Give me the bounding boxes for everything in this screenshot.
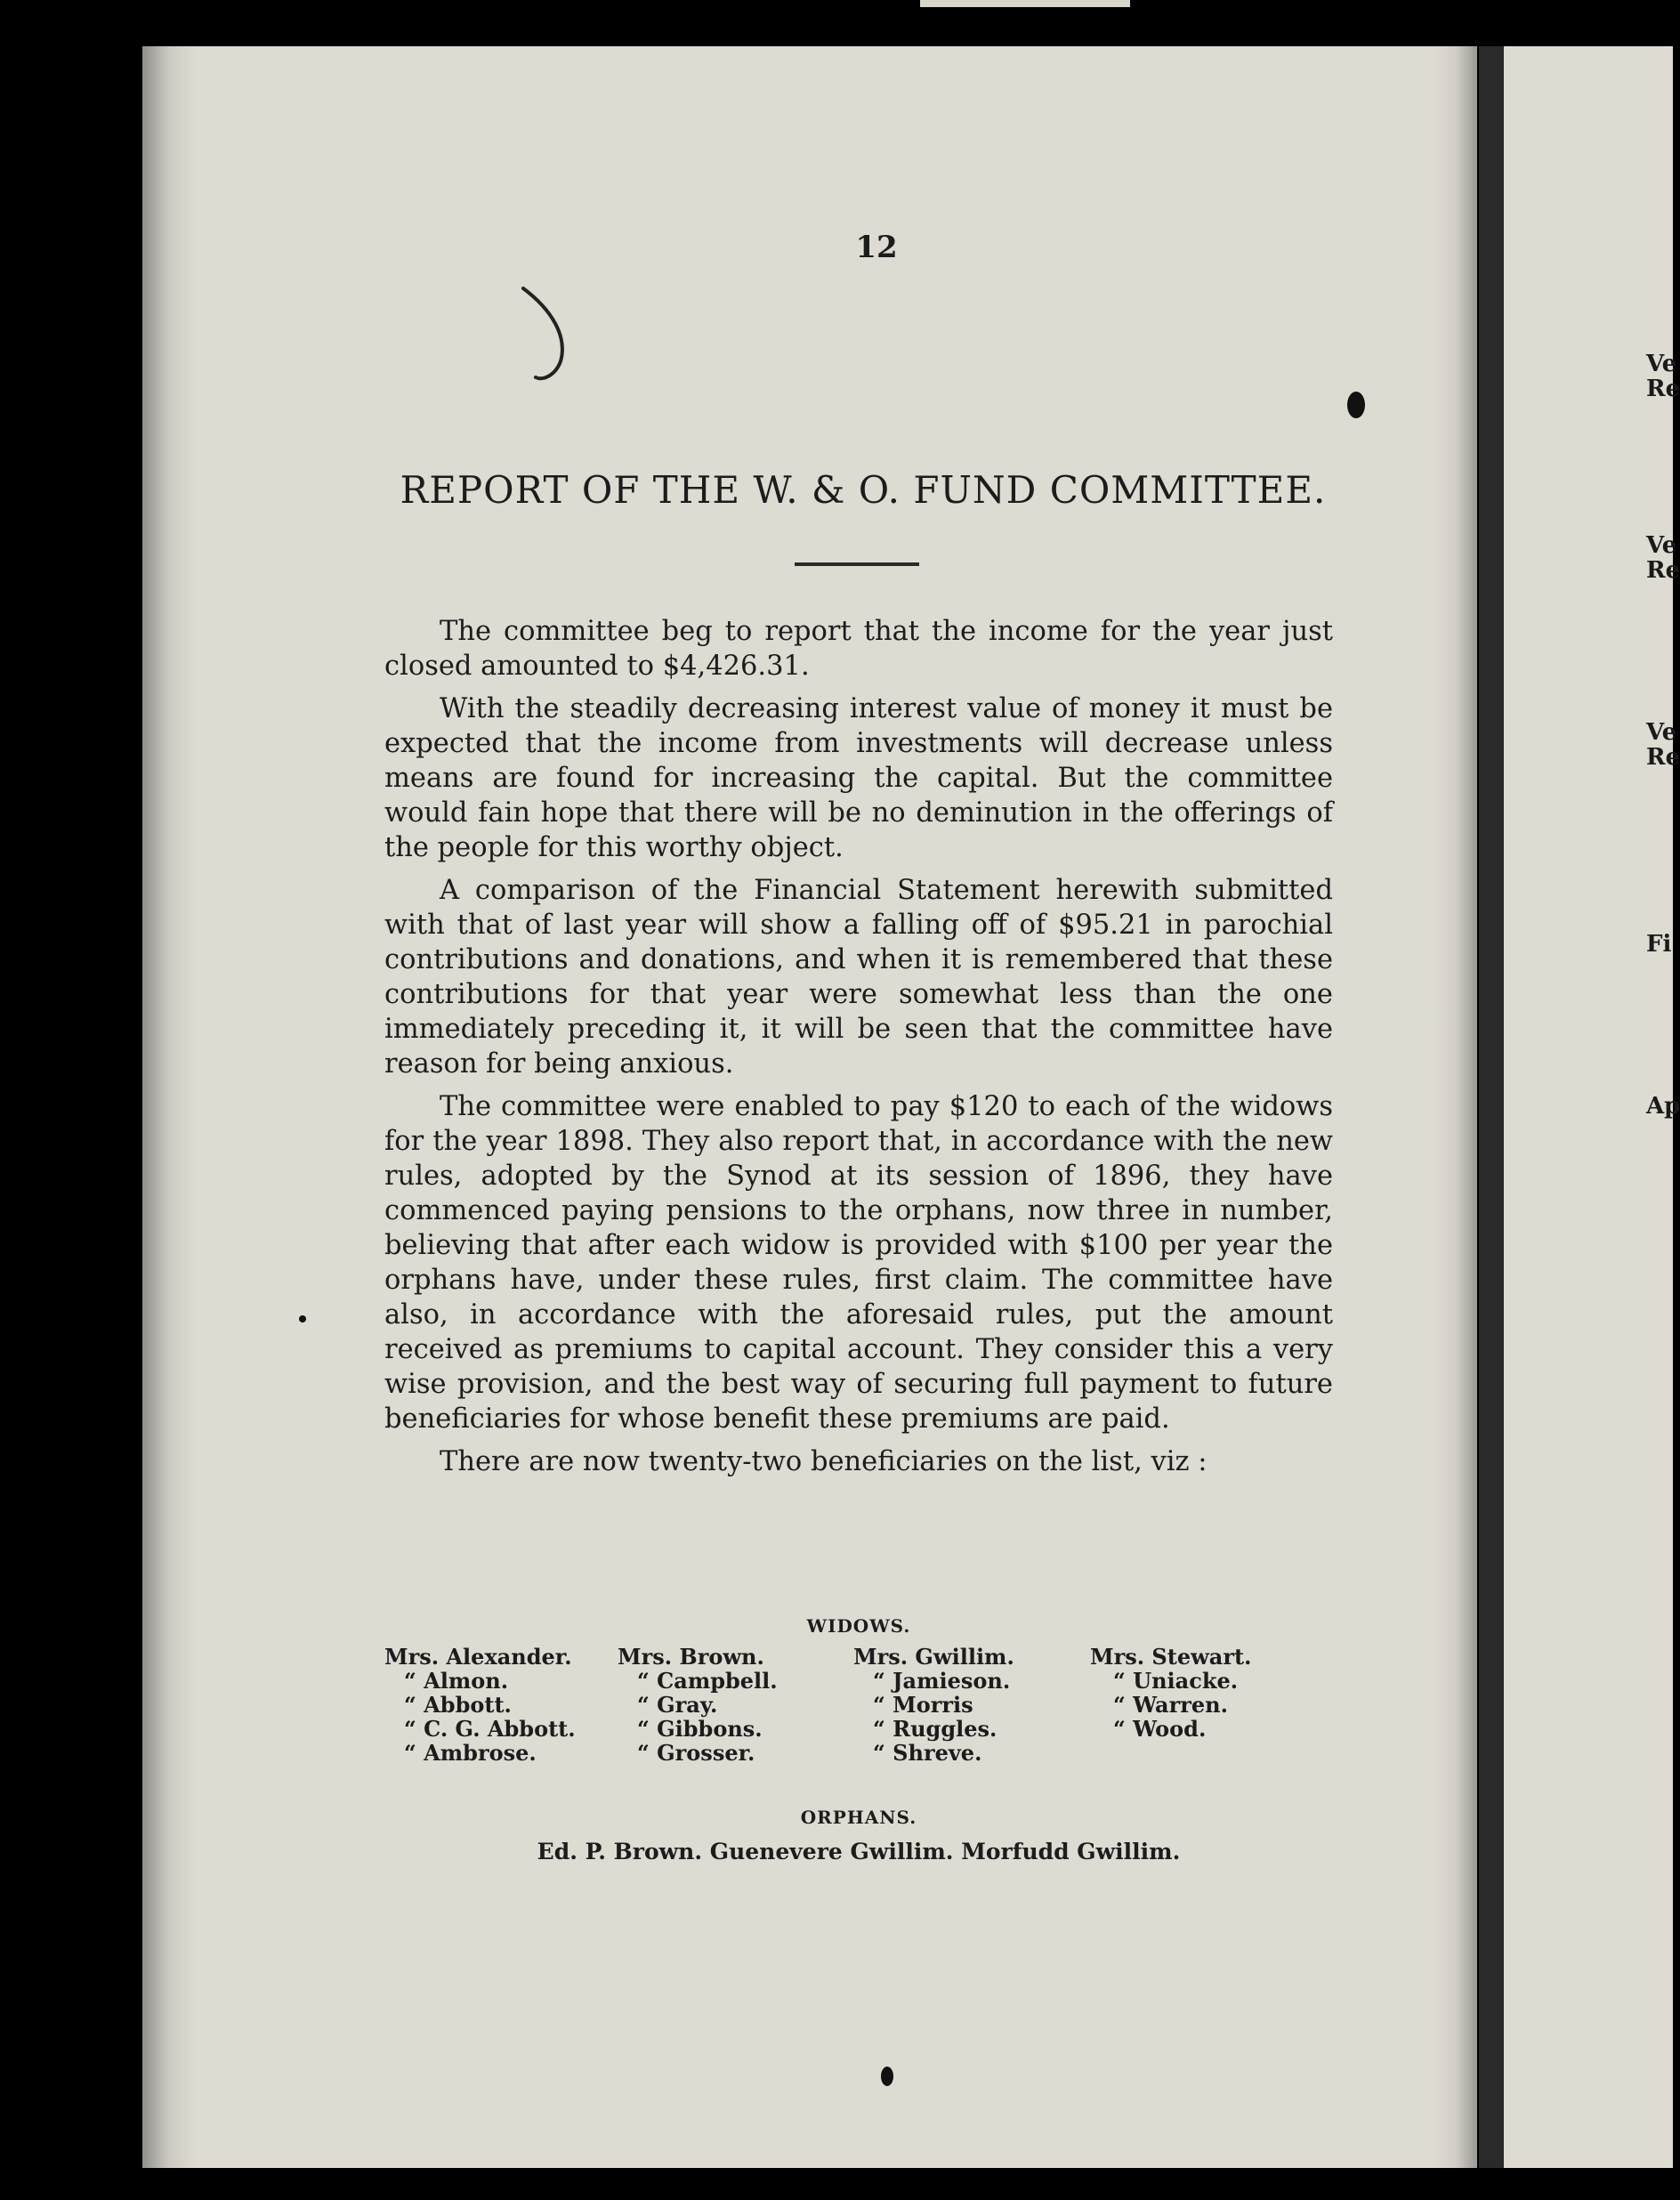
widow-name: “ Almon. xyxy=(404,1668,509,1694)
ink-blot-icon xyxy=(1347,392,1365,418)
widow-name: “ Ambrose. xyxy=(404,1740,537,1766)
orphans-heading: ORPHANS. xyxy=(800,1807,917,1828)
widow-name: “ Gray. xyxy=(637,1692,718,1718)
page-title: REPORT OF THE W. & O. FUND COMMITTEE. xyxy=(400,468,1327,512)
widow-name: “ Abbott. xyxy=(404,1692,512,1718)
widow-name: “ Shreve. xyxy=(873,1740,982,1766)
widows-column xyxy=(618,1645,853,1765)
ink-dot-icon xyxy=(299,1315,306,1322)
top-edge-tab xyxy=(920,0,1130,7)
paragraph-comparison: A comparison of the Financial Statement herewith submitted with that of last year will show a falling off of $95.21 in parochial contributions and donations, and when it is remembered that these contributions for that year were somewhat less than the one immediately preceding it, it will be seen that the committee have reason for being anxious. xyxy=(384,875,1333,1080)
widow-name: “ Warren. xyxy=(1113,1692,1228,1718)
paragraph-beneficiaries: There are now twenty-two beneficiaries on the list, viz : xyxy=(440,1446,1208,1477)
widow-name: “ Jamieson. xyxy=(873,1668,1011,1694)
widow-name: “ Wood. xyxy=(1113,1716,1207,1742)
widow-name: “ Uniacke. xyxy=(1113,1668,1239,1694)
widow-name: Mrs. Alexander. xyxy=(384,1644,572,1670)
paragraph-income: The committee beg to report that the income for the year just closed amounted to $4,426.31. xyxy=(384,616,1333,682)
widow-name: “ Gibbons. xyxy=(637,1716,763,1742)
ink-dot-icon xyxy=(881,2067,893,2086)
widows-heading: WIDOWS. xyxy=(806,1615,911,1637)
title-rule xyxy=(795,562,919,566)
pen-mark-icon xyxy=(516,283,578,390)
widow-name: “ Ruggles. xyxy=(873,1716,998,1742)
orphans-list: Ed. P. Brown. Guenevere Gwillim. Morfudd Gwillim. xyxy=(537,1839,1181,1864)
right-page-fragment: Ve xyxy=(1646,351,1677,377)
widow-name: Mrs. Stewart. xyxy=(1090,1644,1252,1670)
page-number: 12 xyxy=(855,230,898,265)
widow-name: “ Morris xyxy=(873,1692,973,1718)
book-gutter xyxy=(1479,46,1504,2168)
right-page-fragment: Ve xyxy=(1646,532,1677,559)
paragraph-interest: With the steadily decreasing interest value of money it must be expected that the income from investments will decrease unless means are found for increasing the capital. But the committee would fain hope that there will be no deminution in the offerings of the people for this worthy object. xyxy=(384,693,1333,863)
widow-name: “ Grosser. xyxy=(637,1740,755,1766)
right-page-fragment: Re xyxy=(1646,376,1680,402)
widow-name: “ C. G. Abbott. xyxy=(404,1716,576,1742)
widow-name: Mrs. Brown. xyxy=(618,1644,764,1670)
right-page-edge xyxy=(1504,46,1680,2168)
widows-list xyxy=(384,1645,1333,1765)
report-body xyxy=(384,614,1333,1487)
right-page-fragment: Ve xyxy=(1646,719,1677,746)
widows-column xyxy=(384,1645,618,1765)
right-page-fragment: Fi xyxy=(1646,931,1672,958)
right-page-fragment: Re xyxy=(1646,557,1680,584)
right-page-fragment: Ap xyxy=(1646,1093,1680,1120)
widows-column xyxy=(1090,1645,1333,1765)
paragraph-payments: The committee were enabled to pay $120 to each of the widows for the year 1898. They also report that, in accordance with the new rules, adopted by the Synod at its session of 1896, they have commenced paying pensions to the orphans, now three in number, believing that after each widow is provided with $100 per year the orphans have, under these rules, first claim. The committee have also, in accordance with the aforesaid rules, put the amount received as premiums to capital account. They consider this a very wise provision, and the best way of securing full payment to future beneficiaries for whose benefit these premiums are paid. xyxy=(384,1091,1333,1435)
widows-column xyxy=(853,1645,1090,1765)
widow-name: Mrs. Gwillim. xyxy=(853,1644,1014,1670)
widow-name: “ Campbell. xyxy=(637,1668,778,1694)
right-page-fragment: Re xyxy=(1646,744,1680,771)
